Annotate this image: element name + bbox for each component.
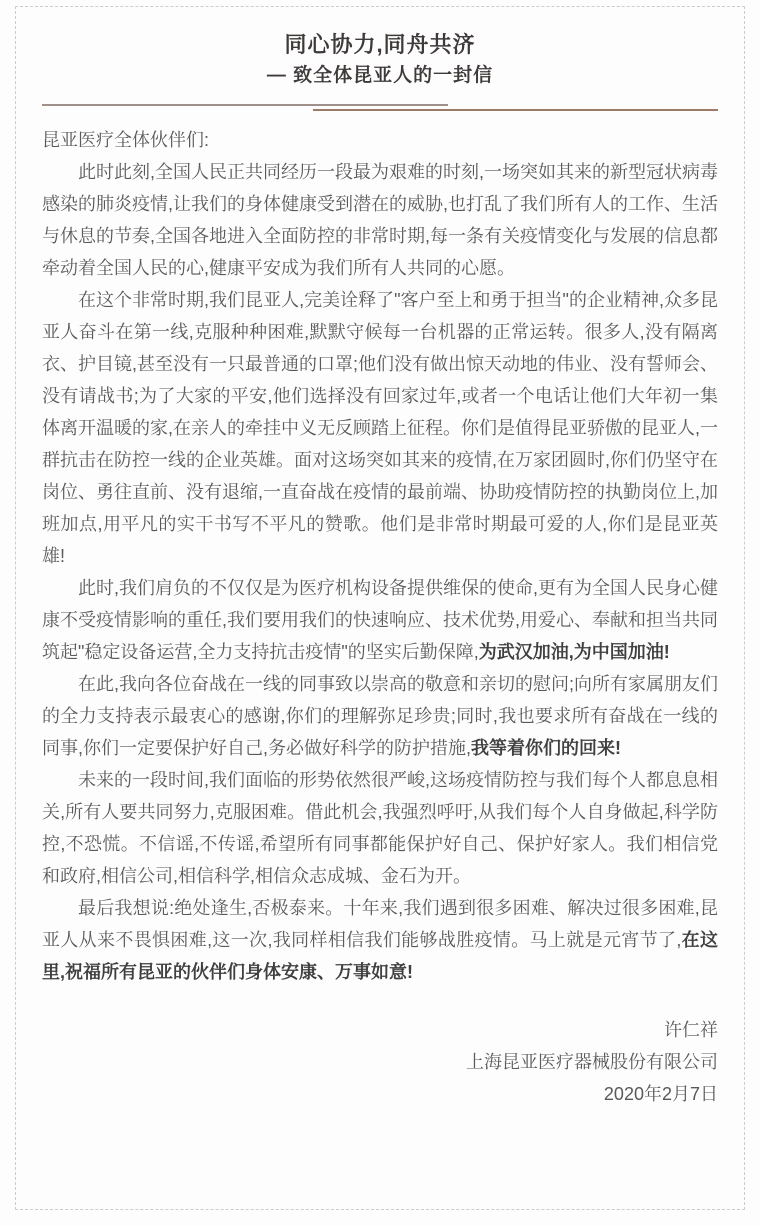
paragraph-6-bold-text: 在这里,祝福所有昆亚的伙伴们身体安康、万事如意! [42,930,719,982]
letter-title: 同心协力,同舟共济 [284,32,476,57]
salutation: 昆亚医疗全体伙伴们: [42,130,210,150]
paragraph-2 [42,284,718,572]
paragraph-1-text: 此时此刻,全国人民正共同经历一段最为艰难的时刻,一场突如其来的新型冠状病毒感染的肺炎疫情,让我们的身体健康受到潜在的威胁,也打乱了我们所有人的工作、生活与休息的节奏,全国各地进入全面防控的非常时期,每一条有关疫情变化与发展的信息都牵动着全国人民的心,健康平安成为我们所有人共同的心愿。 [42,162,718,278]
signature-block [42,1014,718,1110]
letter-body [42,124,718,1110]
paragraph-4-bold-text: 我等着你们的回来! [471,738,622,758]
divider-line-right [313,109,718,111]
signature-date: 2020年2月7日 [603,1084,718,1104]
paragraph-5 [42,764,718,892]
paragraph-3-bold-text: 为武汉加油,为中国加油! [478,642,670,662]
letter-subtitle: — 致全体昆亚人的一封信 [266,65,494,86]
paragraph-4-text: 在此,我向各位奋战在一线的同事致以崇高的敬意和亲切的慰问;向所有家属朋友们的全力支持表示最衷心的感谢,你们的理解弥足珍贵;同时,我也要求所有奋战在一线的同事,你们一定要保护好自己,务必做好科学的防护措施, [42,674,718,758]
paragraph-5-text: 未来的一段时间,我们面临的形势依然很严峻,这场疫情防控与我们每个人都息息相关,所有人要共同努力,克服困难。借此机会,我强烈呼吁,从我们每个人自身做起,科学防控,不恐慌。不信谣,不传谣,希望所有同事都能保护好自己、保护好家人。我们相信党和政府,相信公司,相信科学,相信众志成城、金石为开。 [42,770,718,886]
signature-company: 上海昆亚医疗器械股份有限公司 [466,1052,718,1072]
divider-line-left [42,104,448,106]
paragraph-4 [42,668,718,764]
paragraph-6 [42,892,718,988]
signature-name: 许仁祥 [664,1020,718,1040]
paragraph-3-text: 此时,我们肩负的不仅仅是为医疗机构设备提供维保的使命,更有为全国人民身心健康不受疫情影响的重任,我们要用我们的快速响应、技术优势,用爱心、奉献和担当共同筑起"稳定设备运营,全力支持抗击疫情"的坚实后勤保障, [42,578,718,662]
paragraph-6-text: 最后我想说:绝处逢生,否极泰来。十年来,我们遇到很多困难、解决过很多困难,昆亚人从来不畏惧困难,这一次,我同样相信我们能够战胜疫情。马上就是元宵节了, [42,898,718,950]
paragraph-3 [42,572,718,668]
paragraph-2-text: 在这个非常时期,我们昆亚人,完美诠释了"客户至上和勇于担当"的企业精神,众多昆亚人奋斗在第一线,克服种种困难,默默守候每一台机器的正常运转。很多人,没有隔离衣、护目镜,甚至没有一只最普通的口罩;他们没有做出惊天动地的伟业、没有誓师会、没有请战书;为了大家的平安,他们选择没有回家过年,或者一个电话让他们大年初一集体离开温暖的家,在亲人的牵挂中义无反顾踏上征程。你们是值得昆亚骄傲的昆亚人,一群抗击在防控一线的企业英雄。面对这场突如其来的疫情,在万家团圆时,你们仍坚守在岗位、勇往直前、没有退缩,一直奋战在疫情的最前端、协助疫情防控的执勤岗位上,加班加点,用平凡的实干书写不平凡的赞歌。他们是非常时期最可爱的人,你们是昆亚英雄! [42,290,718,566]
paragraph-1 [42,156,718,284]
